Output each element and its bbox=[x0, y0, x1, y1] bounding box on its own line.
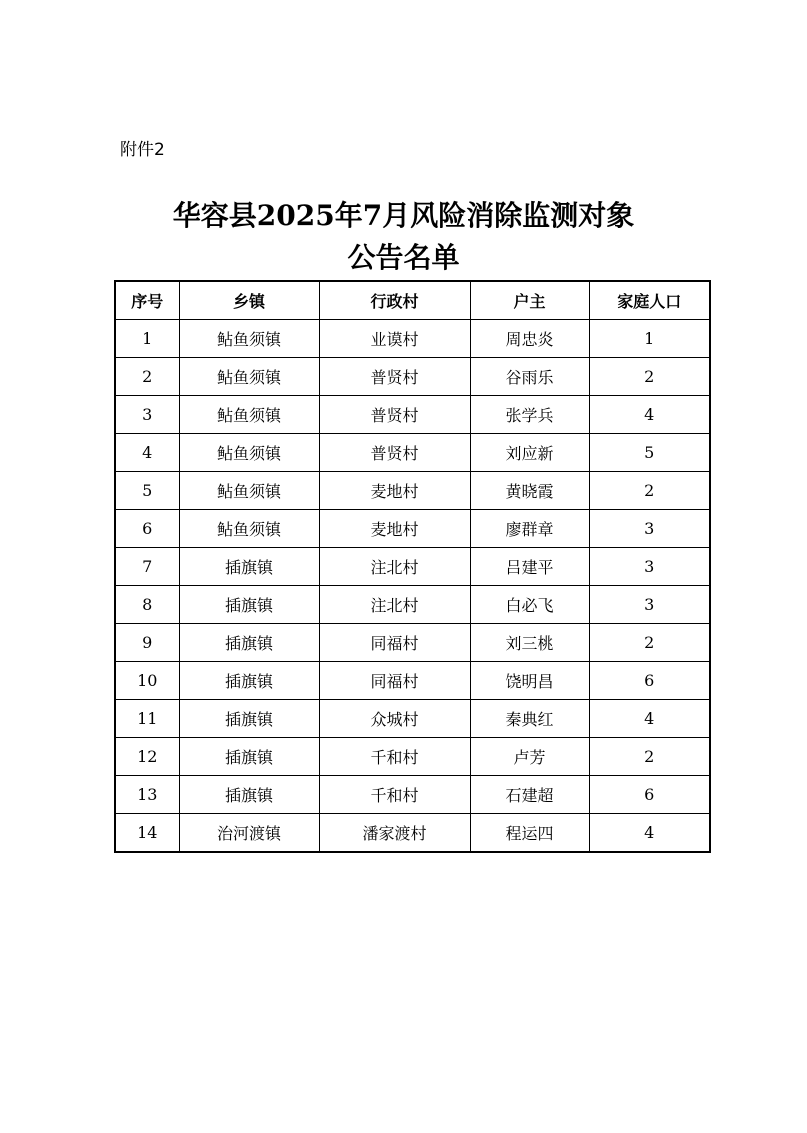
serial-cell: 9 bbox=[115, 624, 179, 662]
serial-cell: 2 bbox=[115, 358, 179, 396]
table-row bbox=[115, 472, 710, 510]
column-header-village: 行政村 bbox=[319, 281, 470, 320]
table-header-row bbox=[115, 281, 710, 320]
village-cell: 同福村 bbox=[319, 662, 470, 700]
village-cell: 注北村 bbox=[319, 586, 470, 624]
householder-cell: 程运四 bbox=[470, 814, 589, 853]
serial-cell: 3 bbox=[115, 396, 179, 434]
householder-cell: 吕建平 bbox=[470, 548, 589, 586]
household-size-cell: 3 bbox=[589, 586, 710, 624]
village-cell: 普贤村 bbox=[319, 434, 470, 472]
householder-cell: 黄晓霞 bbox=[470, 472, 589, 510]
householder-cell: 刘三桃 bbox=[470, 624, 589, 662]
village-cell: 众城村 bbox=[319, 700, 470, 738]
household-size-cell: 3 bbox=[589, 548, 710, 586]
table-row bbox=[115, 662, 710, 700]
attachment-label: 附件2 bbox=[120, 140, 165, 160]
table-row bbox=[115, 358, 710, 396]
household-size-cell: 3 bbox=[589, 510, 710, 548]
village-cell: 麦地村 bbox=[319, 510, 470, 548]
household-size-cell: 6 bbox=[589, 662, 710, 700]
householder-cell: 谷雨乐 bbox=[470, 358, 589, 396]
table-row bbox=[115, 434, 710, 472]
serial-cell: 5 bbox=[115, 472, 179, 510]
document-title-line-1: 华容县2025年7月风险消除监测对象 bbox=[172, 199, 635, 232]
village-cell: 同福村 bbox=[319, 624, 470, 662]
householder-cell: 石建超 bbox=[470, 776, 589, 814]
township-cell: 插旗镇 bbox=[179, 548, 319, 586]
serial-cell: 10 bbox=[115, 662, 179, 700]
table-row bbox=[115, 586, 710, 624]
column-header-household-size: 家庭人口 bbox=[589, 281, 710, 320]
householder-cell: 饶明昌 bbox=[470, 662, 589, 700]
household-size-cell: 2 bbox=[589, 624, 710, 662]
serial-cell: 13 bbox=[115, 776, 179, 814]
serial-cell: 12 bbox=[115, 738, 179, 776]
township-cell: 鲇鱼须镇 bbox=[179, 320, 319, 358]
serial-cell: 1 bbox=[115, 320, 179, 358]
table-row bbox=[115, 776, 710, 814]
householder-cell: 秦典红 bbox=[470, 700, 589, 738]
household-size-cell: 1 bbox=[589, 320, 710, 358]
village-cell: 普贤村 bbox=[319, 358, 470, 396]
column-header-township: 乡镇 bbox=[179, 281, 319, 320]
table-row bbox=[115, 396, 710, 434]
serial-cell: 14 bbox=[115, 814, 179, 853]
household-size-cell: 4 bbox=[589, 700, 710, 738]
householder-cell: 白必飞 bbox=[470, 586, 589, 624]
table-row bbox=[115, 700, 710, 738]
table-row bbox=[115, 548, 710, 586]
householder-cell: 卢芳 bbox=[470, 738, 589, 776]
township-cell: 鲇鱼须镇 bbox=[179, 510, 319, 548]
serial-cell: 6 bbox=[115, 510, 179, 548]
village-cell: 业谟村 bbox=[319, 320, 470, 358]
township-cell: 插旗镇 bbox=[179, 662, 319, 700]
township-cell: 鲇鱼须镇 bbox=[179, 358, 319, 396]
serial-cell: 8 bbox=[115, 586, 179, 624]
householder-cell: 廖群章 bbox=[470, 510, 589, 548]
township-cell: 治河渡镇 bbox=[179, 814, 319, 853]
village-cell: 千和村 bbox=[319, 776, 470, 814]
township-cell: 插旗镇 bbox=[179, 624, 319, 662]
table-row bbox=[115, 738, 710, 776]
table-body bbox=[115, 320, 710, 853]
village-cell: 注北村 bbox=[319, 548, 470, 586]
table-row bbox=[115, 814, 710, 853]
column-header-householder: 户主 bbox=[470, 281, 589, 320]
householder-cell: 周忠炎 bbox=[470, 320, 589, 358]
household-size-cell: 4 bbox=[589, 814, 710, 853]
township-cell: 插旗镇 bbox=[179, 586, 319, 624]
village-cell: 潘家渡村 bbox=[319, 814, 470, 853]
table-row bbox=[115, 320, 710, 358]
village-cell: 普贤村 bbox=[319, 396, 470, 434]
household-size-cell: 4 bbox=[589, 396, 710, 434]
monitoring-roster-table bbox=[114, 280, 711, 853]
township-cell: 插旗镇 bbox=[179, 700, 319, 738]
township-cell: 插旗镇 bbox=[179, 776, 319, 814]
household-size-cell: 2 bbox=[589, 472, 710, 510]
household-size-cell: 5 bbox=[589, 434, 710, 472]
village-cell: 千和村 bbox=[319, 738, 470, 776]
township-cell: 鲇鱼须镇 bbox=[179, 434, 319, 472]
serial-cell: 11 bbox=[115, 700, 179, 738]
township-cell: 鲇鱼须镇 bbox=[179, 472, 319, 510]
householder-cell: 张学兵 bbox=[470, 396, 589, 434]
village-cell: 麦地村 bbox=[319, 472, 470, 510]
household-size-cell: 2 bbox=[589, 358, 710, 396]
township-cell: 鲇鱼须镇 bbox=[179, 396, 319, 434]
document-title-line-2: 公告名单 bbox=[347, 241, 460, 274]
table-row bbox=[115, 624, 710, 662]
serial-cell: 7 bbox=[115, 548, 179, 586]
household-size-cell: 6 bbox=[589, 776, 710, 814]
table-row bbox=[115, 510, 710, 548]
serial-cell: 4 bbox=[115, 434, 179, 472]
township-cell: 插旗镇 bbox=[179, 738, 319, 776]
household-size-cell: 2 bbox=[589, 738, 710, 776]
column-header-serial: 序号 bbox=[115, 281, 179, 320]
householder-cell: 刘应新 bbox=[470, 434, 589, 472]
